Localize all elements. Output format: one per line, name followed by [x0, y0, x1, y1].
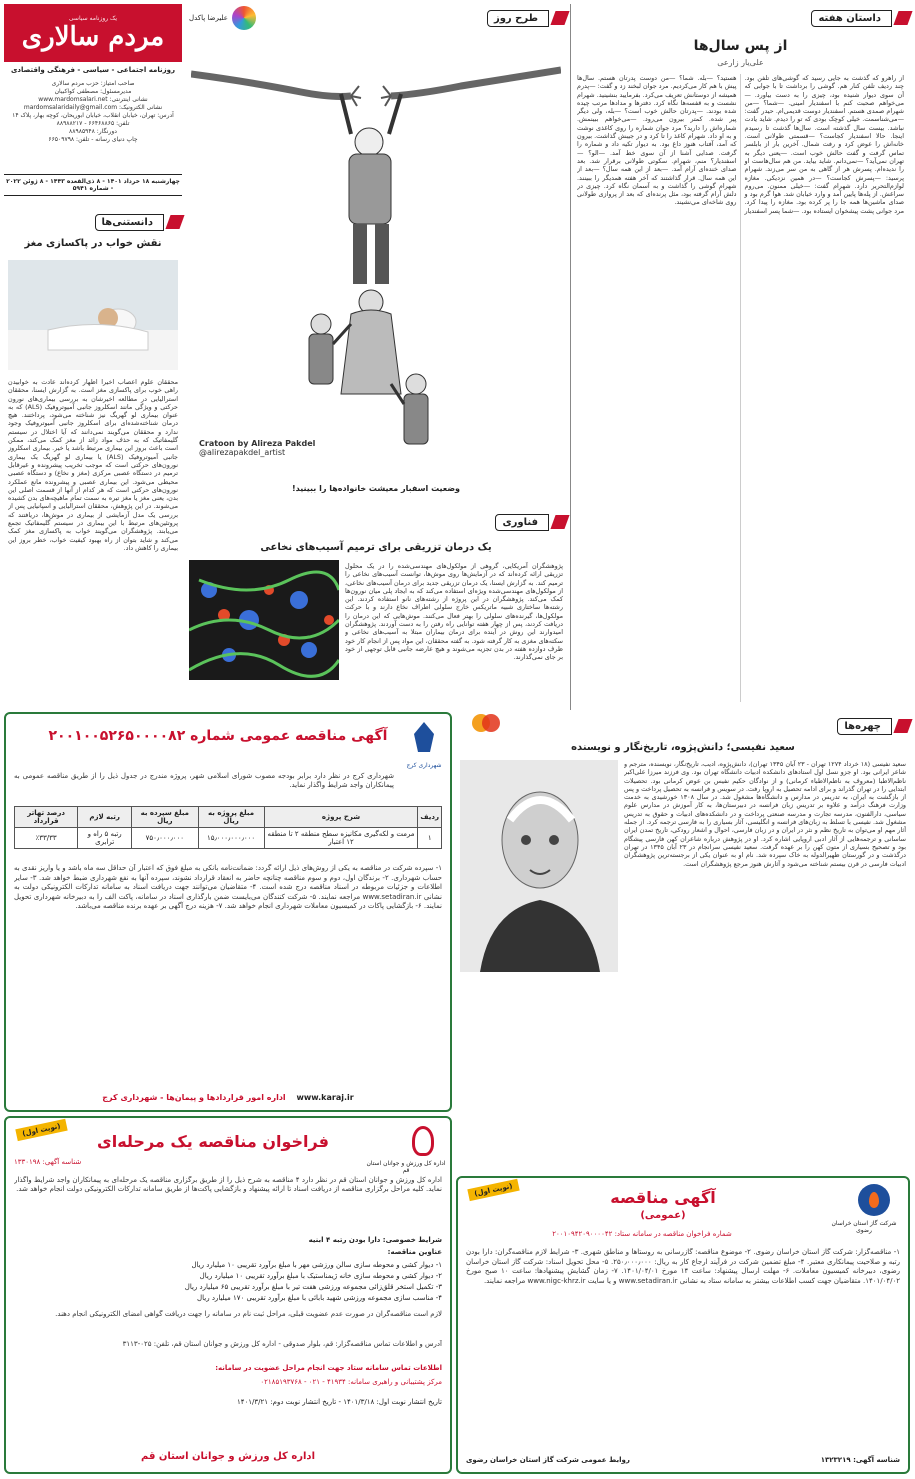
- cartoon-section-header: [487, 8, 567, 28]
- karaj-logo-icon: [406, 722, 442, 762]
- table-cell: مرمت و لکه‌گیری مکانیزه سطح منطقه ۲ تا منطقه ۱۲ اعتبار: [264, 828, 418, 849]
- qom-intro: اداره کل ورزش و جوانان استان قم در نظر دارد ۴ مناقصه به شرح ذیل را از طریق برگزاری مناقصه یک مرحله‌ای به پیمانکاران واجد شرایط واگذار نماید. کلیه مراحل برگزاری مناقصه از دریافت اسناد تا ارائه پیشنهاد و بازگشایی پاکت‌ها از طریق سامانه تدارکات الکترونیکی دولت انجام خواهد شد.: [14, 1176, 442, 1194]
- health-body: محققان علوم اعصاب اخیرا اظهار کرده‌اند عادت به خوابیدن راهی خوب برای پاکسازی مغز است. به گزارش ایسنا، محققان استرالیایی در مطالعه اخیرشان به بررسی بیماری‌های نورون حرکتی و ویژگی مانند اسکلروز جانبی آمیوتروفیک (ALS) که به عنوان بیماری لو گهریگ نیز شناخته می‌شود، پرداختند. هیچ درمان شناخته‌شده‌ای برای اسکلروز جانبی آمیوتروفیک وجود ندارد و محققان می‌گویند نمی‌دانند که آیا اختلال در سیستم گلیمفاتیک که به حذف مواد زائد از مغز کمک می‌کند، ممکن است باعث بروز این بیماری مرتبط باشد یا خیر. بیماری اسکلروز جانبی آمیوتروفیک (ALS) یا بیماری لو گهریگ یک بیماری نورون‌های حرکتی است که موجب تخریب پیشرونده و غیرقابل ترمیم در دستگاه عصبی مرکزی (مغز و نخاع) و دستگاه عصبی محیطی می‌شود. این بیماری عصبی و پیشرونده مانع عملکرد نورون‌های حرکتی است که هر کدام از آنها از قسمت اصلی این بدن، یعنی مغز یا مغز تیره به سمت تمام ماهیچه‌های بدن کشیده می‌شوند. در این پژوهش، محققان استرالیایی و اسپانیایی پس از بررسی یک مدل آزمایشی از بیماری در موش‌ها، دریافتند که پروتئین‌های مرتبط با این بیماری در سیستم گلیمفاتیک تجمع می‌یابند. پژوهشگران می‌گویند خواب به پاکسازی مغز کمک می‌کند و شاید بتوان از راه بهبود کیفیت خواب، خطر بروز این بیماری را کاهش داد.: [8, 378, 178, 552]
- sleeping-woman-photo: [8, 260, 178, 370]
- section-marker-icon: [550, 11, 569, 25]
- health-section: [4, 210, 182, 710]
- qom-tender-title: فراخوان مناقصه یک مرحله‌ای: [97, 1132, 329, 1151]
- karaj-footer-org: اداره امور قراردادها و پیمان‌ها - شهرداری کرج: [102, 1093, 286, 1102]
- karaj-tender-table: [14, 806, 442, 849]
- qom-items-list: [14, 1260, 442, 1304]
- table-header-cell: درصد تهاتر قرارداد: [15, 807, 78, 828]
- karaj-intro: شهرداری کرج در نظر دارد برابر بودجه مصوب شورای اسلامی شهر، پروژه مندرج در جدول ذیل را از طریق مناقصه عمومی به پیمانکاران واجد شرایط واگذار نماید.: [14, 772, 394, 789]
- section-marker-icon: [165, 215, 184, 229]
- qom-org-label: اداره کل ورزش و جوانان استان قم: [366, 1160, 446, 1174]
- karaj-conditions: ۱- سپرده شرکت در مناقصه به یکی از روش‌های ذیل ارائه گردد: ضمانت‌نامه بانکی به مبلغ فوق که اعتبار آن حداقل سه ماه باشد و یا واریز نقدی به حساب شهرداری. ۲- برندگان اول، دوم و سوم مناقصه چنانچه حاضر به انعقاد قرارداد نشوند، سپرده آنها به نفع شهرداری ضبط خواهد شد. ۳- سایر اطلاعات و جزئیات مربوطه در اسناد مناقصه درج شده است. ۴- متقاضیان می‌توانند جهت دریافت اسناد به سامانه تدارکات الکترونیکی دولت به نشانی www.setadiran.ir مراجعه نمایند. ۵- شرکت کنندگان می‌بایست ضمن بارگذاری اسناد در سامانه، پاکت الف را به دبیرخانه شهرداری تحویل نمایند. ۶- بازگشایی پاکات در کمیسیون معاملات شهرداری انجام خواهد شد. ۷- هزینه درج آگهی بر عهده برنده مناقصه می‌باشد.: [14, 864, 442, 911]
- cartoon-illustration: [191, 34, 561, 474]
- karaj-tender-title: آگهی مناقصه عمومی شماره ۲۰۰۱۰۰۵۲۶۵۰۰۰۰۸۲: [48, 728, 388, 744]
- saeed-nafisi-portrait: [460, 760, 618, 972]
- masthead-tagline: روزنامه اجتماعی - سیاسی - فرهنگی واقتصادی: [10, 66, 176, 74]
- gas-tender-body: ۱- مناقصه‌گزار: شرکت گاز استان خراسان رضوی. ۲- موضوع مناقصه: گازرسانی به روستاها و مناطق شهری. ۳- شرایط لازم مناقصه‌گران: دارا بودن رتبه و صلاحیت پیمانکاری معتبر. ۴- مبلغ تضمین شرکت در فرآیند ارجاع کار به ریال: ۲۵۰٫۰۰۰٫۰۰۰. ۵- محل تحویل اسناد: شرکت گاز استان خراسان رضوی، دبیرخانه کمیسیون معاملات. ۶- مهلت ارسال پیشنهاد: ساعت ۱۴ مورخ ۱۴۰۱/۰۴/۰۱. ۷- زمان گشایش پیشنهادها: ساعت ۱۰ صبح مورخ ۱۴۰۱/۰۴/۰۲. متقاضیان جهت کسب اطلاعات بیشتر به سامانه ستاد به نشانی www.setadiran.ir و یا سایت www.nigc-khrz.ir مراجعه نمایند.: [466, 1248, 900, 1285]
- table-cell: رتبه ۵ راه و ترابری: [78, 828, 132, 849]
- table-cell: ۱: [418, 828, 442, 849]
- masthead: [4, 4, 182, 204]
- table-header-cell: رتبه لازم: [78, 807, 132, 828]
- cartoon-credit: Cratoon by Alireza Pakdel @alirezapakdel_artist: [199, 439, 316, 457]
- qom-dates: تاریخ انتشار نوبت اول: ۱۴۰۱/۳/۱۸ - تاریخ انتشار نوبت دوم: ۱۴۰۱/۳/۲۱: [237, 1398, 442, 1406]
- gas-footer: [466, 1456, 900, 1464]
- gas-company-logo-icon: [858, 1184, 890, 1216]
- cartoon-section-label: طرح روز: [487, 10, 549, 27]
- health-title: نقش خواب در پاکسازی مغز: [24, 238, 162, 249]
- qom-badge: (نوبت اول): [15, 1119, 67, 1141]
- qom-setad-title: اطلاعات تماس سامانه ستاد جهت انجام مراحل عضویت در سامانه:: [215, 1364, 442, 1372]
- gas-notice-id: شناسه آگهی: ۱۳۲۳۲۱۹: [820, 1456, 900, 1464]
- qom-address: آدرس و اطلاعات تماس مناقصه‌گزار: قم، بلوار صدوقی - اداره کل ورزش و جوانان استان قم، تلفن: ۰۲۵-۳۱۱۳: [122, 1340, 442, 1348]
- story-section-label: داستان هفته: [811, 10, 892, 27]
- science-section-header: [495, 512, 567, 532]
- karaj-org-label: شهرداری کرج: [406, 762, 442, 769]
- cartoon-section: [185, 4, 567, 504]
- qom-notice-id: شناسه آگهی: ۱۳۳۰۱۹۸: [14, 1158, 82, 1166]
- table-header-cell: ردیف: [418, 807, 442, 828]
- karaj-footer: [14, 1093, 442, 1102]
- science-title: یک درمان تزریقی برای ترمیم آسیب‌های نخاعی: [260, 542, 492, 553]
- gas-tender-title: آگهی مناقصه: [610, 1188, 716, 1207]
- artist-logo-icon: [232, 6, 256, 30]
- masthead-logo: یک روزنامه سیاسی مردم سالاری: [4, 4, 182, 62]
- qom-setad-phone: مرکز پشتیبانی و راهبری سامانه: ۴۱۹۳۴ - ۰۲۱ - ۰۲۱۸۵۱۹۳۷۶۸: [260, 1378, 442, 1386]
- science-body: پژوهشگران آمریکایی، گروهی از مولکول‌های مهندسی‌شده را در یک محلول تزریقی ارائه کرده‌اند که در آزمایش‌ها روی موش‌ها، توانست آسیب‌های نخاعی را ترمیم کند. به گزارش ایسنا، یک درمان تزریقی جدید برای درمان آسیب‌های نخاعی، از مولکول‌های مهندسی‌شده ویژه‌ای استفاده می‌کند که به ایجاد پلی میان نورون‌ها کمک می‌کند. پژوهشگران در این پروژه از رشته‌های نانو استفاده کردند. این رشته‌ها ساختاری شبیه ماتریکس خارج سلولی اطراف نخاع دارند و با حرکت مولکول‌ها، گیرنده‌های سلولی را بهتر فعال می‌کنند. موش‌هایی که این درمان را دریافت کردند، پس از چهار هفته توانایی راه رفتن را به دست آوردند. پژوهشگران امیدوارند این روش در آینده برای درمان بیماران مبتلا به آسیب‌های نخاعی و سکته‌های مغزی به کار گرفته شود. به گفته محققان، این مواد پس از انجام کار خود ظرف دوازده هفته در بدن تجزیه می‌شوند و هیچ عارضه جانبی قابل توجهی از خود بر جای نمی‌گذارند.: [345, 562, 563, 662]
- table-cell: ۷۵۰٫۰۰۰٫۰۰۰: [132, 828, 198, 849]
- gas-tender-subtitle: (عمومی): [640, 1210, 686, 1221]
- qom-items-title: عناوین مناقصه:: [387, 1248, 442, 1256]
- table-body: [15, 828, 442, 849]
- table-header-cell: شرح پروژه: [264, 807, 418, 828]
- qom-item: ۱- دیوار کشی و محوطه سازی سالن ورزشی مهر با مبلغ برآورد تقریبی ۱۰ میلیارد ریال: [191, 1261, 442, 1269]
- faces-section-label: چهره‌ها: [837, 718, 892, 735]
- story-author: علی‌یار زارعی: [717, 58, 764, 67]
- cartoon-caption: وضعیت اسفبار معیشت خانواده‌ها را ببینید!: [291, 484, 461, 493]
- table-cell: ۱۵٫۰۰۰٫۰۰۰٫۰۰۰: [198, 828, 264, 849]
- qom-deadline: لازم است مناقصه‌گران در صورت عدم عضویت قبلی، مراحل ثبت نام در سامانه را جهت دریافت گواهی امضای الکترونیکی انجام دهند.: [55, 1310, 442, 1318]
- story-section-header: [811, 8, 910, 28]
- faces-logo-icon: [472, 712, 502, 734]
- health-section-header: [95, 212, 182, 232]
- table-cell: ٪۳۳/۳۳: [15, 828, 78, 849]
- gas-badge: (نوبت اول): [467, 1179, 519, 1201]
- qom-tender-ad: [4, 1116, 452, 1474]
- masthead-date: چهارشنبه ۱۸ خرداد ۱۴۰۱ - ۸ ذی‌القعده ۱۴۴۳ - ۸ ژوئن ۲۰۲۲ - شماره ۵۹۴۱: [4, 174, 182, 196]
- faces-title: سعید نفیسی؛ دانش‌پژوه، تاریخ‌نگار و نویسنده: [571, 742, 795, 753]
- faces-section-header: [837, 716, 910, 736]
- faces-section: [456, 712, 910, 1172]
- karaj-website-link[interactable]: www.karaj.ir: [296, 1093, 354, 1102]
- story-body: از راهرو که گذشت به جایی رسید که گوشی‌های تلفن بود. چند ردیف تلفن کنار هم. گوشی را برداشت تا با جوابی که آن سوی دیوار شنیده بود، چیزی را به دست بیاورد. —می‌خواهم صحبت کنم با اسفندیار امینی. —شما؟ —من شهرام صمدی هستم. اسفندیار دوست قدیمی‌ام. حیدر گفت: —می‌شناسمت. خیلی کوچک بودی که تو را دیدم. شاید یادت نباشد. بیست سال گذشته است. سال‌ها گذشت تا رسیدم اینجا. حالا اسفندیار کجاست؟ —قسمتی طولانی است. خانه‌اش را عوض کرد و رفت شمال. آخرین بار از بابلسر تماس گرفت و گفت حالش خوب است. —یعنی دیگر به تهران نمی‌آید؟ —نمی‌دانم. شاید بیاید. من هم سال‌هاست او را ندیده‌ام. پسرش هر از گاهی به من سر می‌زند. شهرام پرسید: —پسرش کجاست؟ —در همین نزدیکی. مغازه لوازم‌التحریر دارد. شهرام گفت: —خیلی ممنون. می‌روم سراغش. از پله‌ها پایین آمد و وارد خیابان شد. هوا گرم بود و صدای ماشین‌ها همه جا را پر کرده بود. مغازه را پیدا کرد. مرد جوانی پشت پیشخوان ایستاده بود. —شما پسر اسفندیار هستید؟ —بله. شما؟ —من دوست پدرتان هستم. سال‌ها پیش با هم کار می‌کردیم. مرد جوان لبخند زد و گفت: —پدرم همیشه از دوستانش تعریف می‌کرد. بفرمایید بنشینید. شهرام نشست و به قفسه‌ها نگاه کرد. دفترها و مدادها مرتب چیده شده بودند. —پدرتان حالش خوب است؟ —بله، ولی دیگر پیر شده. کمتر بیرون می‌رود. —می‌خواهم ببینمش. شماره‌اش را دارید؟ مرد جوان شماره را روی کاغذی نوشت و به او داد. شهرام کاغذ را تا کرد و در جیبش گذاشت. بیرون که آمد، آفتاب هنوز داغ بود. به دیوار تکیه داد و شماره را گرفت. صدایی آشنا از آن سوی خط آمد. —الو؟ —اسفندیار؟ منم، شهرام. سکوتی طولانی برقرار شد. بعد صدای خنده‌ای آرام آمد. —بعد از این همه سال؟ —بعد از این همه سال. قرار گذاشتند که آخر هفته همدیگر را ببینند. شهرام گوشی را گذاشت و به آسمان نگاه کرد. چیزی در دلش آرام گرفته بود، مثل پرنده‌ای که بعد از پروازی طولانی روی شاخه‌ای می‌نشیند.: [577, 74, 904, 215]
- table-row: [15, 828, 442, 849]
- health-section-label: دانستنی‌ها: [95, 214, 164, 231]
- faces-body: سعید نفیسی (۱۸ خرداد ۱۲۷۴ تهران - ۲۳ آبان ۱۳۴۵ تهران)، دانش‌پژوه، ادیب، تاریخ‌نگار، نویسنده، مترجم و شاعر ایرانی بود. او جزو نسل اول استادهای دانشکده ادبیات دانشگاه تهران بود. وی فرزند میرزا علی‌اکبر ناظم‌الاطبا (معروف به ناظم‌الاطباء کرمانی) و از نوادگان حکیم نفیس بن عوض کرمانی بود. تحصیلات ابتدایی را در تهران گذراند و برای ادامه تحصیل به اروپا رفت. در سویس و فرانسه به تحصیل پرداخت و پس از بازگشت به ایران، به تدریس در مدارس و دانشگاه‌ها مشغول شد. در سال ۱۳۰۸ خورشیدی به خدمت وزارت فرهنگ درآمد و علاوه بر تدریس زبان فرانسه در دبیرستان‌ها، به کار آموزش در مدارس علوم سیاسی، دارالفنون، مدرسه تجارت و مدرسه صنعتی پرداخت و در دانشکده‌های ادبیات و حقوق به تدریس مشغول شد. نفیسی با تسلط به زبان‌های فرانسه و انگلیسی، آثار بسیاری را به فارسی ترجمه کرد. از جمله آثار مهم او می‌توان به تاریخ نظم و نثر در ایران و در زبان فارسی، احوال و اشعار رودکی، تاریخ تمدن ایران ساسانی و ترجمه‌هایی از آثار ادبی اروپایی اشاره کرد. او در پژوهش درباره شاعران کهن فارسی پیشگام بود و تصحیح بسیاری از متون کهن را بر عهده گرفت. سعید نفیسی سرانجام در ۲۳ آبان ۱۳۴۵ در تهران درگذشت و در گورستان ظهیرالدوله به خاک سپرده شد. نام او به عنوان یکی از برجسته‌ترین پژوهشگران ادبیات فارسی در قرن بیستم شناخته می‌شود و آثارش هنوز مرجع پژوهشگران است.: [624, 760, 906, 868]
- section-marker-icon: [550, 515, 569, 529]
- table-header-cell: مبلغ پروژه به ریال: [198, 807, 264, 828]
- gas-tender-ref: شماره فراخوان مناقصه در سامانه ستاد: ۲۰۰۱۰۹۴۲۰۹۰۰۰۰۴۲: [552, 1230, 732, 1238]
- gas-footer-org: روابط عمومی شرکت گاز استان خراسان رضوی: [466, 1456, 630, 1464]
- story-title: از پس سال‌ها: [693, 38, 788, 54]
- masthead-info: صاحب امتیاز: حزب مردم سالاری مدیرمسئول: مصطفی کواکبیان نشانی اینترنتی: www.mardomsalari.net نشانی الکترونیک: mardomsalaridaily@gmail.com آدرس: تهران، خیابان انقلاب، خیابان ابوریحان، کوچه بهار، پلاک ۱۴ تلفن: ۶۶۴۶۸۸۶۵ - ۸۸۹۸۸۲۱۷ دورنگار: ۸۸۹۸۵۹۴۸ چاپ دنیای رسانه - تلفن: ۶۶۵۰۹۷۹۸: [12, 80, 174, 143]
- qom-item: ۳- تکمیل استخر قلق‌زائی مجموعه ورزشی هفت تیر با مبلغ برآورد تقریبی ۶۵ میلیارد ریال: [184, 1283, 442, 1291]
- story-section: [570, 4, 910, 710]
- iran-emblem-icon: [412, 1126, 434, 1156]
- qom-footer-org: اداره کل ورزش و جوانان استان قم: [141, 1451, 315, 1462]
- section-marker-icon: [893, 719, 912, 733]
- karaj-tender-ad: [4, 712, 452, 1112]
- science-section-label: فناوری: [495, 514, 549, 531]
- qom-item: ۲- دیوار کشی و محوطه سازی خانه ژیمناستیک با مبلغ برآورد تقریبی ۱۰ میلیارد ریال: [199, 1272, 442, 1280]
- qom-conditions-title: شرایط خصوصی: دارا بودن رتبه ۴ ابنیه: [308, 1236, 442, 1244]
- qom-item: ۴- مناسب سازی مجموعه ورزشی شهید بابائی با مبلغ برآورد تقریبی ۱۷۰ میلیارد ریال: [197, 1294, 442, 1302]
- gas-tender-ad: [456, 1176, 910, 1474]
- table-header-row: [15, 807, 442, 828]
- gas-org-label: شرکت گاز استان خراسان رضوی: [831, 1220, 897, 1234]
- table-header-cell: مبلغ سپرده به ریال: [132, 807, 198, 828]
- spinal-cells-image: [189, 560, 339, 680]
- science-section: [185, 508, 567, 708]
- section-marker-icon: [893, 11, 912, 25]
- cartoon-artist-tag: علیرضا پاکدل: [189, 6, 256, 30]
